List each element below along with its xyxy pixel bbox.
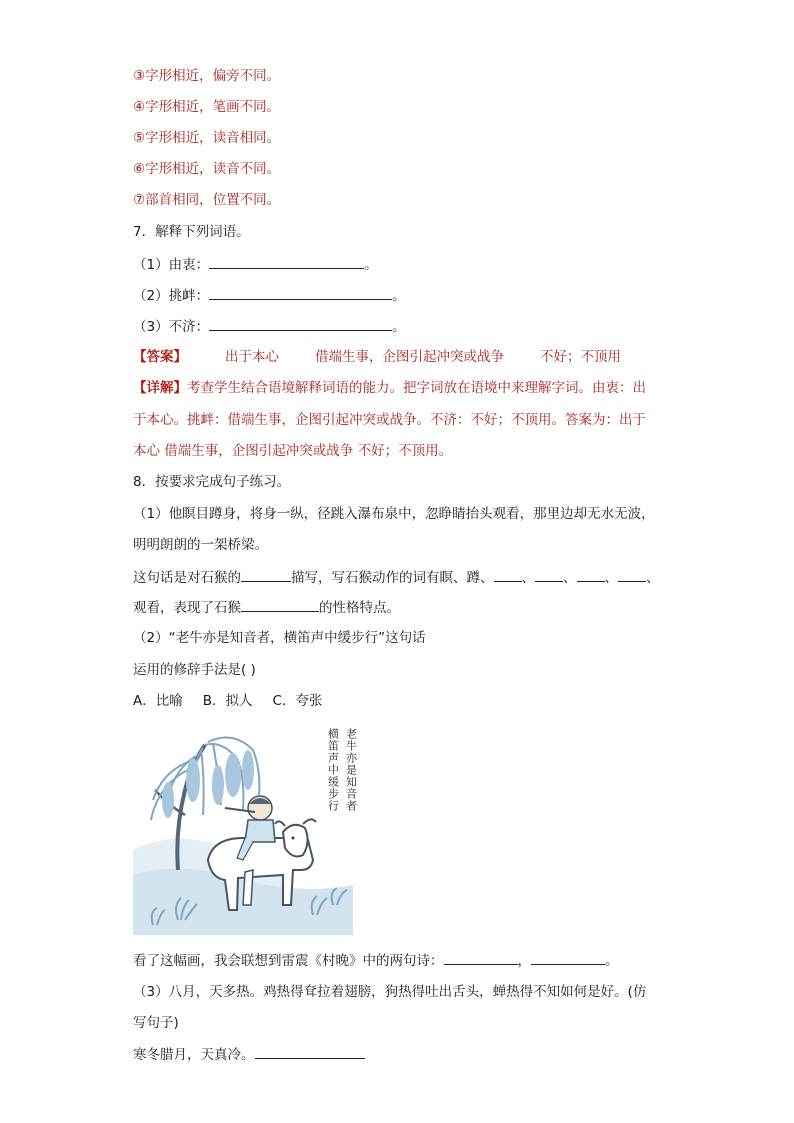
- q8-s1-line1: （1）他瞑目蹲身，将身一纵，径跳入瀑布泉中，忽睁睛抬头观看，那里边却无水无波，: [133, 506, 655, 522]
- q7-item-1: [133, 254, 378, 275]
- q7-detail-line-1: [133, 378, 646, 398]
- q7-item-2: [133, 285, 406, 306]
- explanation-line: ④字形相近，笔画不同。: [133, 99, 281, 115]
- q8-s3-line1: （3）八月，天多热。鸡热得耷拉着翅膀，狗热得吐出舌头，蝉热得不知如何是好。(仿: [133, 984, 647, 1000]
- q8-text: 看了这幅画，我会联想到雷震《村晚》中的两句诗：: [133, 953, 444, 969]
- q8-text: 观看，表现了石猴: [133, 600, 241, 616]
- answer-blank[interactable]: [209, 254, 364, 269]
- separator: 、: [646, 570, 660, 586]
- q8-text: 描写，写石猴动作的词有瞑、蹲、: [291, 570, 494, 586]
- q8-s1-question: [133, 567, 660, 588]
- q8-s3-line2: 写句子): [133, 1015, 179, 1031]
- q8-text: 这句话是对石猴的: [133, 570, 241, 586]
- answer-blank[interactable]: [535, 567, 563, 582]
- q8-text: 的性格特点。: [319, 600, 400, 616]
- q7-item-label: （1）由衷：: [133, 257, 210, 273]
- answer-blank[interactable]: [494, 567, 522, 582]
- answer-blank[interactable]: [618, 567, 646, 582]
- answer-blank[interactable]: [209, 316, 392, 331]
- q7-detail-line-3: 本心 借端生事，企图引起冲突或战争 不好；不顶用。: [133, 443, 453, 459]
- answer-blank[interactable]: [531, 950, 605, 965]
- poem-column-2: 横笛声中缓步行: [326, 728, 340, 812]
- q8-text: 寒冬腊月，天真冷。: [133, 1047, 255, 1063]
- option-c[interactable]: C．夸张: [272, 693, 323, 709]
- q7-item-label: （3）不济：: [133, 319, 210, 335]
- q8-s2-after: [133, 950, 619, 971]
- q8-options: [133, 691, 322, 711]
- poem-text: [327, 727, 358, 812]
- detail-text: 考查学生结合语境解释词语的能力。把字词放在语境中来理解字词。由衷：出: [187, 380, 646, 396]
- q8-s2-line2: 运用的修辞手法是( ): [133, 662, 256, 678]
- detail-tag: 【详解】: [133, 380, 187, 396]
- explanation-line: ⑥字形相近，读音不同。: [133, 161, 281, 177]
- explanation-line: ⑤字形相近，读音相同。: [133, 130, 281, 146]
- separator: 、: [563, 570, 577, 586]
- separator: 、: [604, 570, 618, 586]
- q8-s2-line1: （2）“老牛亦是知音者，横笛声中缓步行”这句话: [133, 630, 426, 646]
- q7-item-end: 。: [364, 257, 378, 273]
- explanation-line: ⑦部首相同，位置不同。: [133, 192, 281, 208]
- option-a[interactable]: A．比喻: [133, 693, 183, 709]
- option-b[interactable]: B．拟人: [202, 693, 253, 709]
- q7-item-label: （2）挑衅：: [133, 288, 210, 304]
- q8-s3-line3: [133, 1044, 365, 1065]
- answer-2: 借端生事，企图引起冲突或战争: [315, 349, 504, 365]
- answer-3: 不好；不顶用: [540, 349, 621, 365]
- answer-blank[interactable]: [577, 567, 605, 582]
- q8-text: 。: [605, 953, 619, 969]
- q8-s1-line2: 明明朗朗的一架桥梁。: [133, 537, 268, 553]
- answer-1: 出于本心: [225, 349, 279, 365]
- answer-blank[interactable]: [444, 950, 518, 965]
- illustration-boy-on-ox: [133, 720, 373, 935]
- answer-blank[interactable]: [241, 597, 319, 612]
- q7-item-3: [133, 316, 406, 337]
- question-8-title: 8．按要求完成句子练习。: [133, 474, 291, 490]
- q8-s1-question-2: [133, 597, 400, 618]
- poem-column-1: 老牛亦是知音者: [344, 728, 358, 812]
- answer-blank[interactable]: [209, 285, 392, 300]
- q7-item-end: 。: [392, 288, 406, 304]
- q7-answer: [133, 347, 621, 367]
- q8-text: ，: [517, 953, 531, 969]
- answer-blank[interactable]: [241, 567, 291, 582]
- q7-item-end: 。: [392, 319, 406, 335]
- answer-tag: 【答案】: [133, 349, 187, 365]
- separator: 、: [521, 570, 535, 586]
- answer-blank[interactable]: [255, 1044, 365, 1059]
- q7-detail-line-2: 于本心。挑衅：借端生事，企图引起冲突或战争。不济：不好；不顶用。答案为：出于: [133, 412, 646, 428]
- question-7-title: 7．解释下列词语。: [133, 224, 250, 240]
- explanation-line: ③字形相近，偏旁不同。: [133, 68, 281, 84]
